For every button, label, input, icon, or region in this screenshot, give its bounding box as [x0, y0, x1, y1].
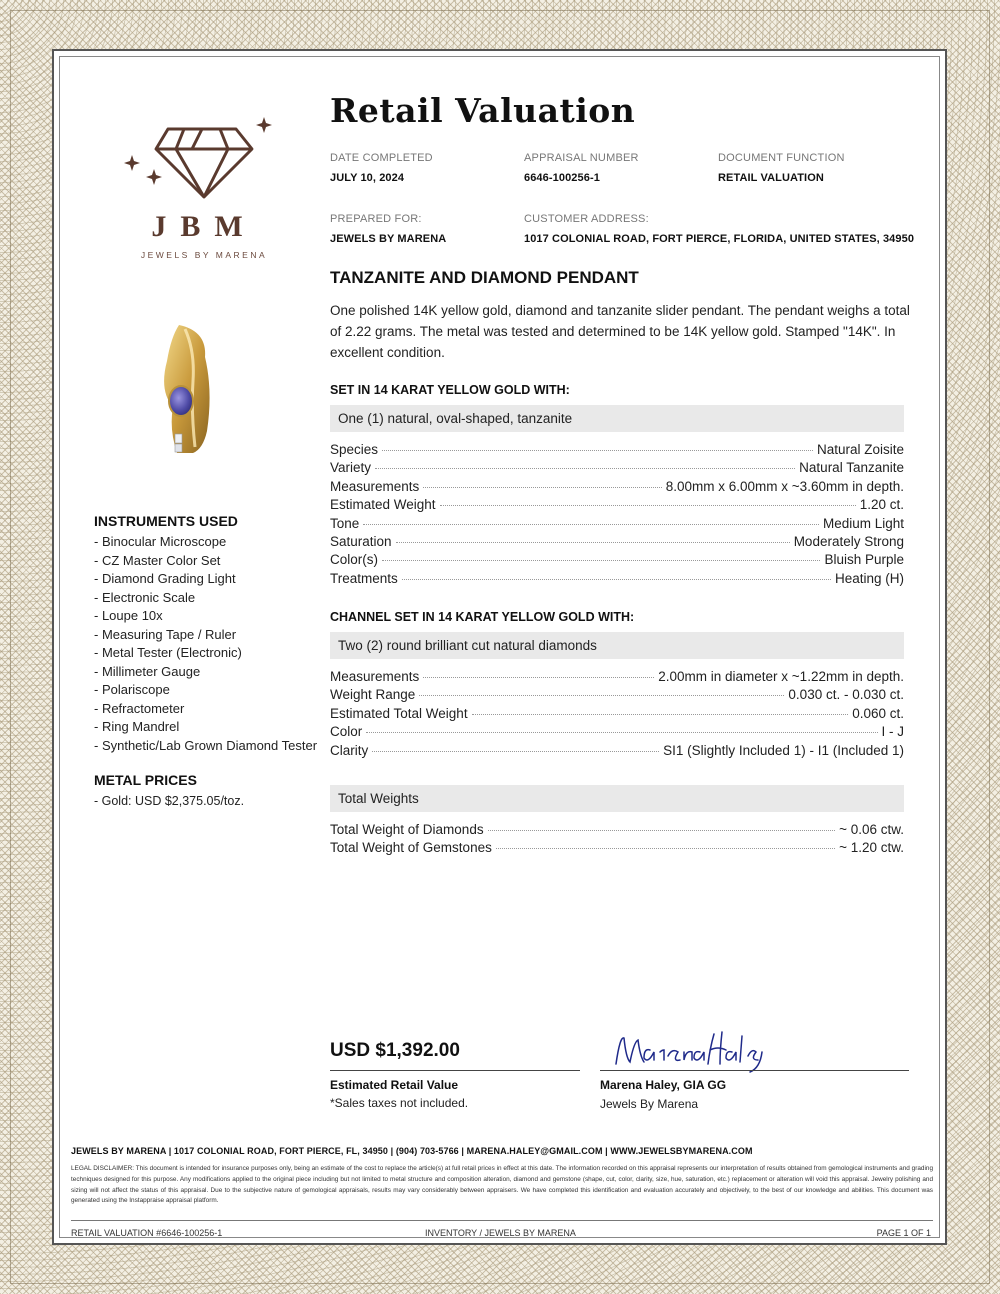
gemstone-rows: [330, 442, 904, 589]
leader-dots: [472, 714, 849, 715]
row-label: Species: [330, 442, 379, 457]
instrument-item: - Electronic Scale: [94, 589, 196, 605]
leader-dots: [419, 695, 784, 696]
footer-inventory: INVENTORY / JEWELS BY MARENA: [425, 1228, 576, 1238]
footer-page-number: PAGE 1 OF 1: [876, 1228, 931, 1238]
instruments-list: [94, 533, 324, 755]
row-value: Bluish Purple: [824, 552, 904, 568]
gem-row-treatments: [330, 571, 904, 589]
customer-address-value: 1017 COLONIAL ROAD, FORT PIERCE, FLORIDA, UNITED STATES, 34950: [524, 233, 915, 245]
leader-dots: [382, 560, 820, 561]
instrument-item: - Polariscope: [94, 682, 170, 697]
customer-address-label: CUSTOMER ADDRESS:: [524, 213, 649, 225]
instrument-item: - Metal Tester (Electronic): [94, 645, 242, 660]
diamond-row-total-weight: [330, 706, 904, 724]
handwritten-signature: [610, 1028, 770, 1074]
leader-dots: [423, 677, 654, 678]
diamond-rows: [330, 669, 904, 761]
instrument-item: - Measuring Tape / Ruler: [94, 626, 237, 642]
row-value: Moderately Strong: [793, 533, 904, 549]
valuation-label: Estimated Retail Value: [330, 1078, 459, 1092]
instruments-panel: [94, 513, 324, 755]
customer-address: [524, 213, 914, 245]
item-description: One polished 14K yellow gold, diamond and tanzanite slider pendant. The pendant weighs a total of 2.22 grams. The metal was tested and determined to be 14K yellow gold. Stamped "14K". In excellent condition.: [330, 303, 910, 360]
row-label: Tone: [330, 515, 360, 531]
row-value: I - J: [881, 724, 904, 740]
prepared-for-label: PREPARED FOR:: [330, 213, 422, 225]
row-label: Color(s): [330, 552, 379, 568]
diamond-row-measurements: [330, 669, 904, 687]
document-function-label: DOCUMENT FUNCTION: [718, 152, 845, 164]
metal-prices-heading: METAL PRICES: [94, 772, 197, 788]
pendant-image: [149, 321, 229, 461]
row-value: ~ 1.20 ctw.: [839, 840, 904, 856]
row-value: 2.00mm in diameter x ~1.22mm in depth.: [658, 669, 904, 684]
leader-dots: [375, 468, 795, 469]
appraisal-number: [524, 152, 639, 184]
row-label: Treatments: [330, 570, 398, 586]
footer-contact: JEWELS BY MARENA | 1017 COLONIAL ROAD, FORT PIERCE, FL, 34950 | (904) 703-5766 | MARENA.HALEY@GMAIL.COM | WWW.JEWELSBYMARENA.COM: [71, 1146, 753, 1156]
diamond-row-clarity: [330, 743, 904, 761]
instrument-item: - CZ Master Color Set: [94, 552, 221, 568]
item-title: TANZANITE AND DIAMOND PENDANT: [330, 268, 639, 287]
pendant-photo: [149, 321, 229, 466]
leader-dots: [423, 487, 661, 488]
row-value: Medium Light: [822, 515, 904, 531]
prepared-for-value: JEWELS BY MARENA: [330, 233, 447, 245]
diamond-row-weight-range: [330, 687, 904, 705]
certificate-page: [52, 49, 947, 1245]
date-completed-label: DATE COMPLETED: [330, 152, 433, 164]
document-title: Retail Valuation: [330, 91, 636, 130]
signature-line: [600, 1070, 909, 1071]
company-logo: [124, 111, 284, 260]
row-value: Natural Zoisite: [816, 442, 904, 457]
diamond-logo-icon: [124, 111, 284, 201]
gem-row-tone: [330, 516, 904, 534]
legal-disclaimer: LEGAL DISCLAIMER: This document is intended for insurance purposes only, being an estimate of the cost to replace the article(s) at full retail prices in effect at this date. The information recorded on this appraisal represents our interpretation of results obtained from gemological instruments and grading techniques designed for this purpose. Any modifications applied to the original piece including but not limited to metal structure and composition alteration, diamond and gemstone (shape, cut, color, clarity, size, hue, saturation, etc.) replacement or alteration will void this appraisal. Jewelry polishing and sizing will not affect the status of this appraisal. Due to the subjective nature of gemological appraisals, results may vary considerably between appraisers. We have completed this identification and evaluation accurately and objectively, to the best of our knowledge and abilities. This document was generated using the Instappraise appraisal platform.: [71, 1165, 933, 1205]
totals-rows: [330, 822, 904, 859]
diamond-row-color: [330, 724, 904, 742]
gem-row-weight: [330, 497, 904, 515]
row-value: 0.030 ct. - 0.030 ct.: [788, 687, 904, 703]
footer-divider: [71, 1220, 933, 1221]
appraiser-name: Marena Haley, GIA GG: [600, 1078, 727, 1092]
prepared-for: [330, 213, 446, 245]
metal-prices-list: [94, 792, 324, 811]
row-value: ~ 0.06 ctw.: [839, 822, 904, 837]
logo-text: JBM: [151, 210, 257, 243]
leader-dots: [372, 751, 659, 752]
leader-dots: [366, 732, 877, 733]
signature-image: [610, 1028, 770, 1079]
row-value: 1.20 ct.: [859, 497, 904, 513]
totals-bar: Total Weights: [330, 785, 904, 812]
row-value: Heating (H): [834, 570, 904, 586]
valuation-note: *Sales taxes not included.: [330, 1096, 469, 1110]
row-label: Estimated Weight: [330, 497, 436, 513]
row-label: Total Weight of Diamonds: [330, 822, 484, 837]
row-value: SI1 (Slightly Included 1) - I1 (Included 1): [663, 742, 904, 758]
document-function: [718, 152, 845, 184]
row-label: Estimated Total Weight: [330, 705, 468, 721]
gem-row-species: [330, 442, 904, 460]
row-label: Total Weight of Gemstones: [330, 840, 492, 856]
total-row-gemstones: [330, 840, 904, 858]
valuation-price: USD $1,392.00: [330, 1040, 460, 1061]
leader-dots: [396, 542, 790, 543]
instrument-item: - Millimeter Gauge: [94, 663, 201, 679]
gemstone-section-heading: SET IN 14 KARAT YELLOW GOLD WITH:: [330, 383, 570, 397]
metal-prices-panel: [94, 772, 324, 811]
appraisal-number-value: 6646-100256-1: [524, 172, 600, 184]
instrument-item: - Diamond Grading Light: [94, 571, 236, 586]
valuation-line: [330, 1070, 580, 1071]
row-value: 8.00mm x 6.00mm x ~3.60mm in depth.: [665, 478, 904, 494]
appraisal-number-label: APPRAISAL NUMBER: [524, 152, 639, 164]
leader-dots: [363, 524, 819, 525]
metal-price-item: - Gold: USD $2,375.05/toz.: [94, 794, 245, 808]
leader-dots: [496, 848, 835, 849]
gem-row-saturation: [330, 534, 904, 552]
instruments-heading: INSTRUMENTS USED: [94, 513, 238, 529]
instrument-item: - Loupe 10x: [94, 608, 163, 623]
instrument-item: - Binocular Microscope: [94, 534, 227, 549]
gem-row-variety: [330, 460, 904, 478]
row-label: Color: [330, 724, 363, 740]
row-label: Variety: [330, 460, 372, 476]
row-value: Natural Tanzanite: [799, 460, 904, 476]
date-completed: [330, 152, 433, 184]
row-label: Clarity: [330, 742, 369, 758]
gem-row-measurements: [330, 479, 904, 497]
leader-dots: [488, 830, 836, 831]
instrument-item: - Refractometer: [94, 700, 185, 716]
gem-row-colors: [330, 552, 904, 570]
row-value: 0.060 ct.: [852, 705, 904, 721]
appraiser-company: Jewels By Marena: [600, 1097, 699, 1111]
row-label: Measurements: [330, 478, 420, 494]
total-row-diamonds: [330, 822, 904, 840]
gemstone-bar: One (1) natural, oval-shaped, tanzanite: [330, 405, 904, 432]
row-label: Saturation: [330, 533, 392, 549]
logo-subtitle: JEWELS BY MARENA: [140, 250, 268, 260]
row-label: Measurements: [330, 669, 420, 684]
row-label: Weight Range: [330, 687, 416, 703]
diamond-bar: Two (2) round brilliant cut natural diamonds: [330, 632, 904, 659]
footer-reference: RETAIL VALUATION #6646-100256-1: [71, 1228, 223, 1238]
leader-dots: [440, 505, 856, 506]
leader-dots: [382, 450, 813, 451]
date-completed-value: JULY 10, 2024: [330, 172, 405, 184]
instrument-item: - Ring Mandrel: [94, 719, 180, 734]
diamond-section-heading: CHANNEL SET IN 14 KARAT YELLOW GOLD WITH:: [330, 610, 635, 624]
leader-dots: [402, 579, 831, 580]
instrument-item: - Synthetic/Lab Grown Diamond Tester: [94, 737, 318, 753]
document-function-value: RETAIL VALUATION: [718, 172, 824, 184]
